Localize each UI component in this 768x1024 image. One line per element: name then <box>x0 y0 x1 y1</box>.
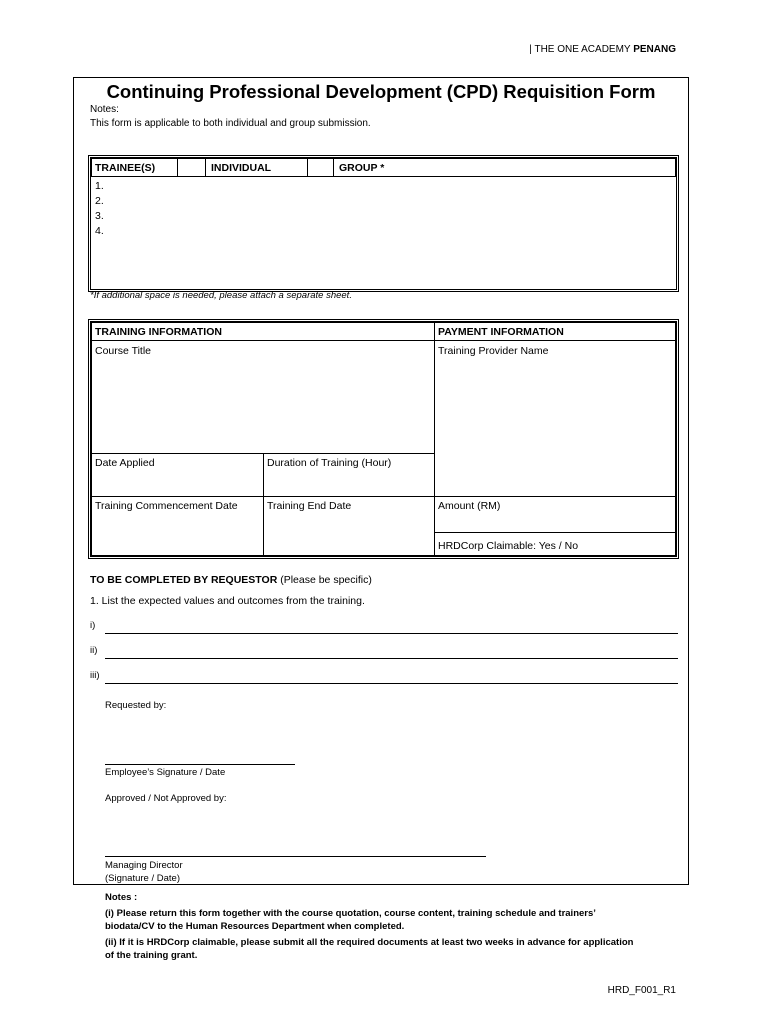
requestor-heading-bold: TO BE COMPLETED BY REQUESTOR <box>90 574 278 586</box>
bottom-note-1a: (i) Please return this form together with the course quotation, course content, training schedule and trainers’ <box>105 908 596 919</box>
notes-text: This form is applicable to both individual and group submission. <box>90 118 371 129</box>
trainees-footnote: *If additional space is needed, please attach a separate sheet. <box>90 290 352 301</box>
individual-checkbox[interactable] <box>307 158 334 177</box>
approved-label: Approved / Not Approved by: <box>105 793 227 804</box>
trainee-row-4[interactable]: 4. <box>95 225 104 237</box>
trainee-row-3[interactable]: 3. <box>95 210 104 222</box>
employee-signature-line[interactable] <box>105 764 295 765</box>
employee-signature-label: Employee’s Signature / Date <box>105 767 226 778</box>
requestor-heading <box>90 574 372 586</box>
bottom-note-2a: (ii) If it is HRDCorp claimable, please submit all the required documents at least two weeks in advance for application <box>105 937 634 948</box>
header-org <box>0 44 676 55</box>
requestor-item-1: 1. List the expected values and outcomes from the training. <box>90 595 365 607</box>
date-applied-label: Date Applied <box>95 457 155 469</box>
trainee-checkbox[interactable] <box>177 158 206 177</box>
duration-label: Duration of Training (Hour) <box>267 457 392 469</box>
individual-header: INDIVIDUAL <box>211 162 272 174</box>
trainee-header: TRAINEE(S) <box>95 162 156 174</box>
bottom-note-1b: biodata/CV to the Human Resources Department when completed. <box>105 921 405 932</box>
md-signature-label: (Signature / Date) <box>105 873 180 884</box>
course-title-label: Course Title <box>95 345 152 357</box>
form-code: HRD_F001_R1 <box>607 985 676 996</box>
training-header: TRAINING INFORMATION <box>95 326 222 338</box>
group-header-cell <box>333 158 676 177</box>
end-date-label: Training End Date <box>267 500 352 512</box>
trainee-row-2[interactable]: 2. <box>95 195 104 207</box>
bottom-note-2b: of the training grant. <box>105 950 198 961</box>
outcome-line-ii[interactable] <box>105 658 678 659</box>
md-signature-line[interactable] <box>105 856 486 857</box>
provider-label: Training Provider Name <box>438 345 549 357</box>
trainee-row-1[interactable]: 1. <box>95 180 104 192</box>
hrdcorp-label: HRDCorp Claimable: Yes / No <box>438 540 579 552</box>
md-label: Managing Director <box>105 860 183 871</box>
notes-label: Notes: <box>90 104 119 115</box>
requestor-heading-rest: (Please be specific) <box>277 574 372 586</box>
form-title: Continuing Professional Development (CPD) Requisition Form <box>106 81 656 102</box>
header-campus: PENANG <box>633 44 676 55</box>
outcome-label-ii: ii) <box>90 645 98 656</box>
bottom-notes <box>105 891 685 962</box>
course-title-cell[interactable] <box>91 340 435 454</box>
outcome-label-i: i) <box>90 620 96 631</box>
trainees-table <box>88 155 679 292</box>
requested-by-label: Requested by: <box>105 700 167 711</box>
payment-header: PAYMENT INFORMATION <box>438 326 564 338</box>
outcome-line-iii[interactable] <box>105 683 678 684</box>
amount-label: Amount (RM) <box>438 500 501 512</box>
bottom-notes-label: Notes : <box>105 892 138 903</box>
outcome-line-i[interactable] <box>105 633 678 634</box>
commencement-label: Training Commencement Date <box>95 500 238 512</box>
header-org-name: | THE ONE ACADEMY <box>529 44 631 55</box>
outcome-label-iii: iii) <box>90 670 100 681</box>
provider-cell[interactable] <box>434 340 676 497</box>
group-header: GROUP * <box>339 162 385 174</box>
training-payment-table <box>88 319 679 559</box>
